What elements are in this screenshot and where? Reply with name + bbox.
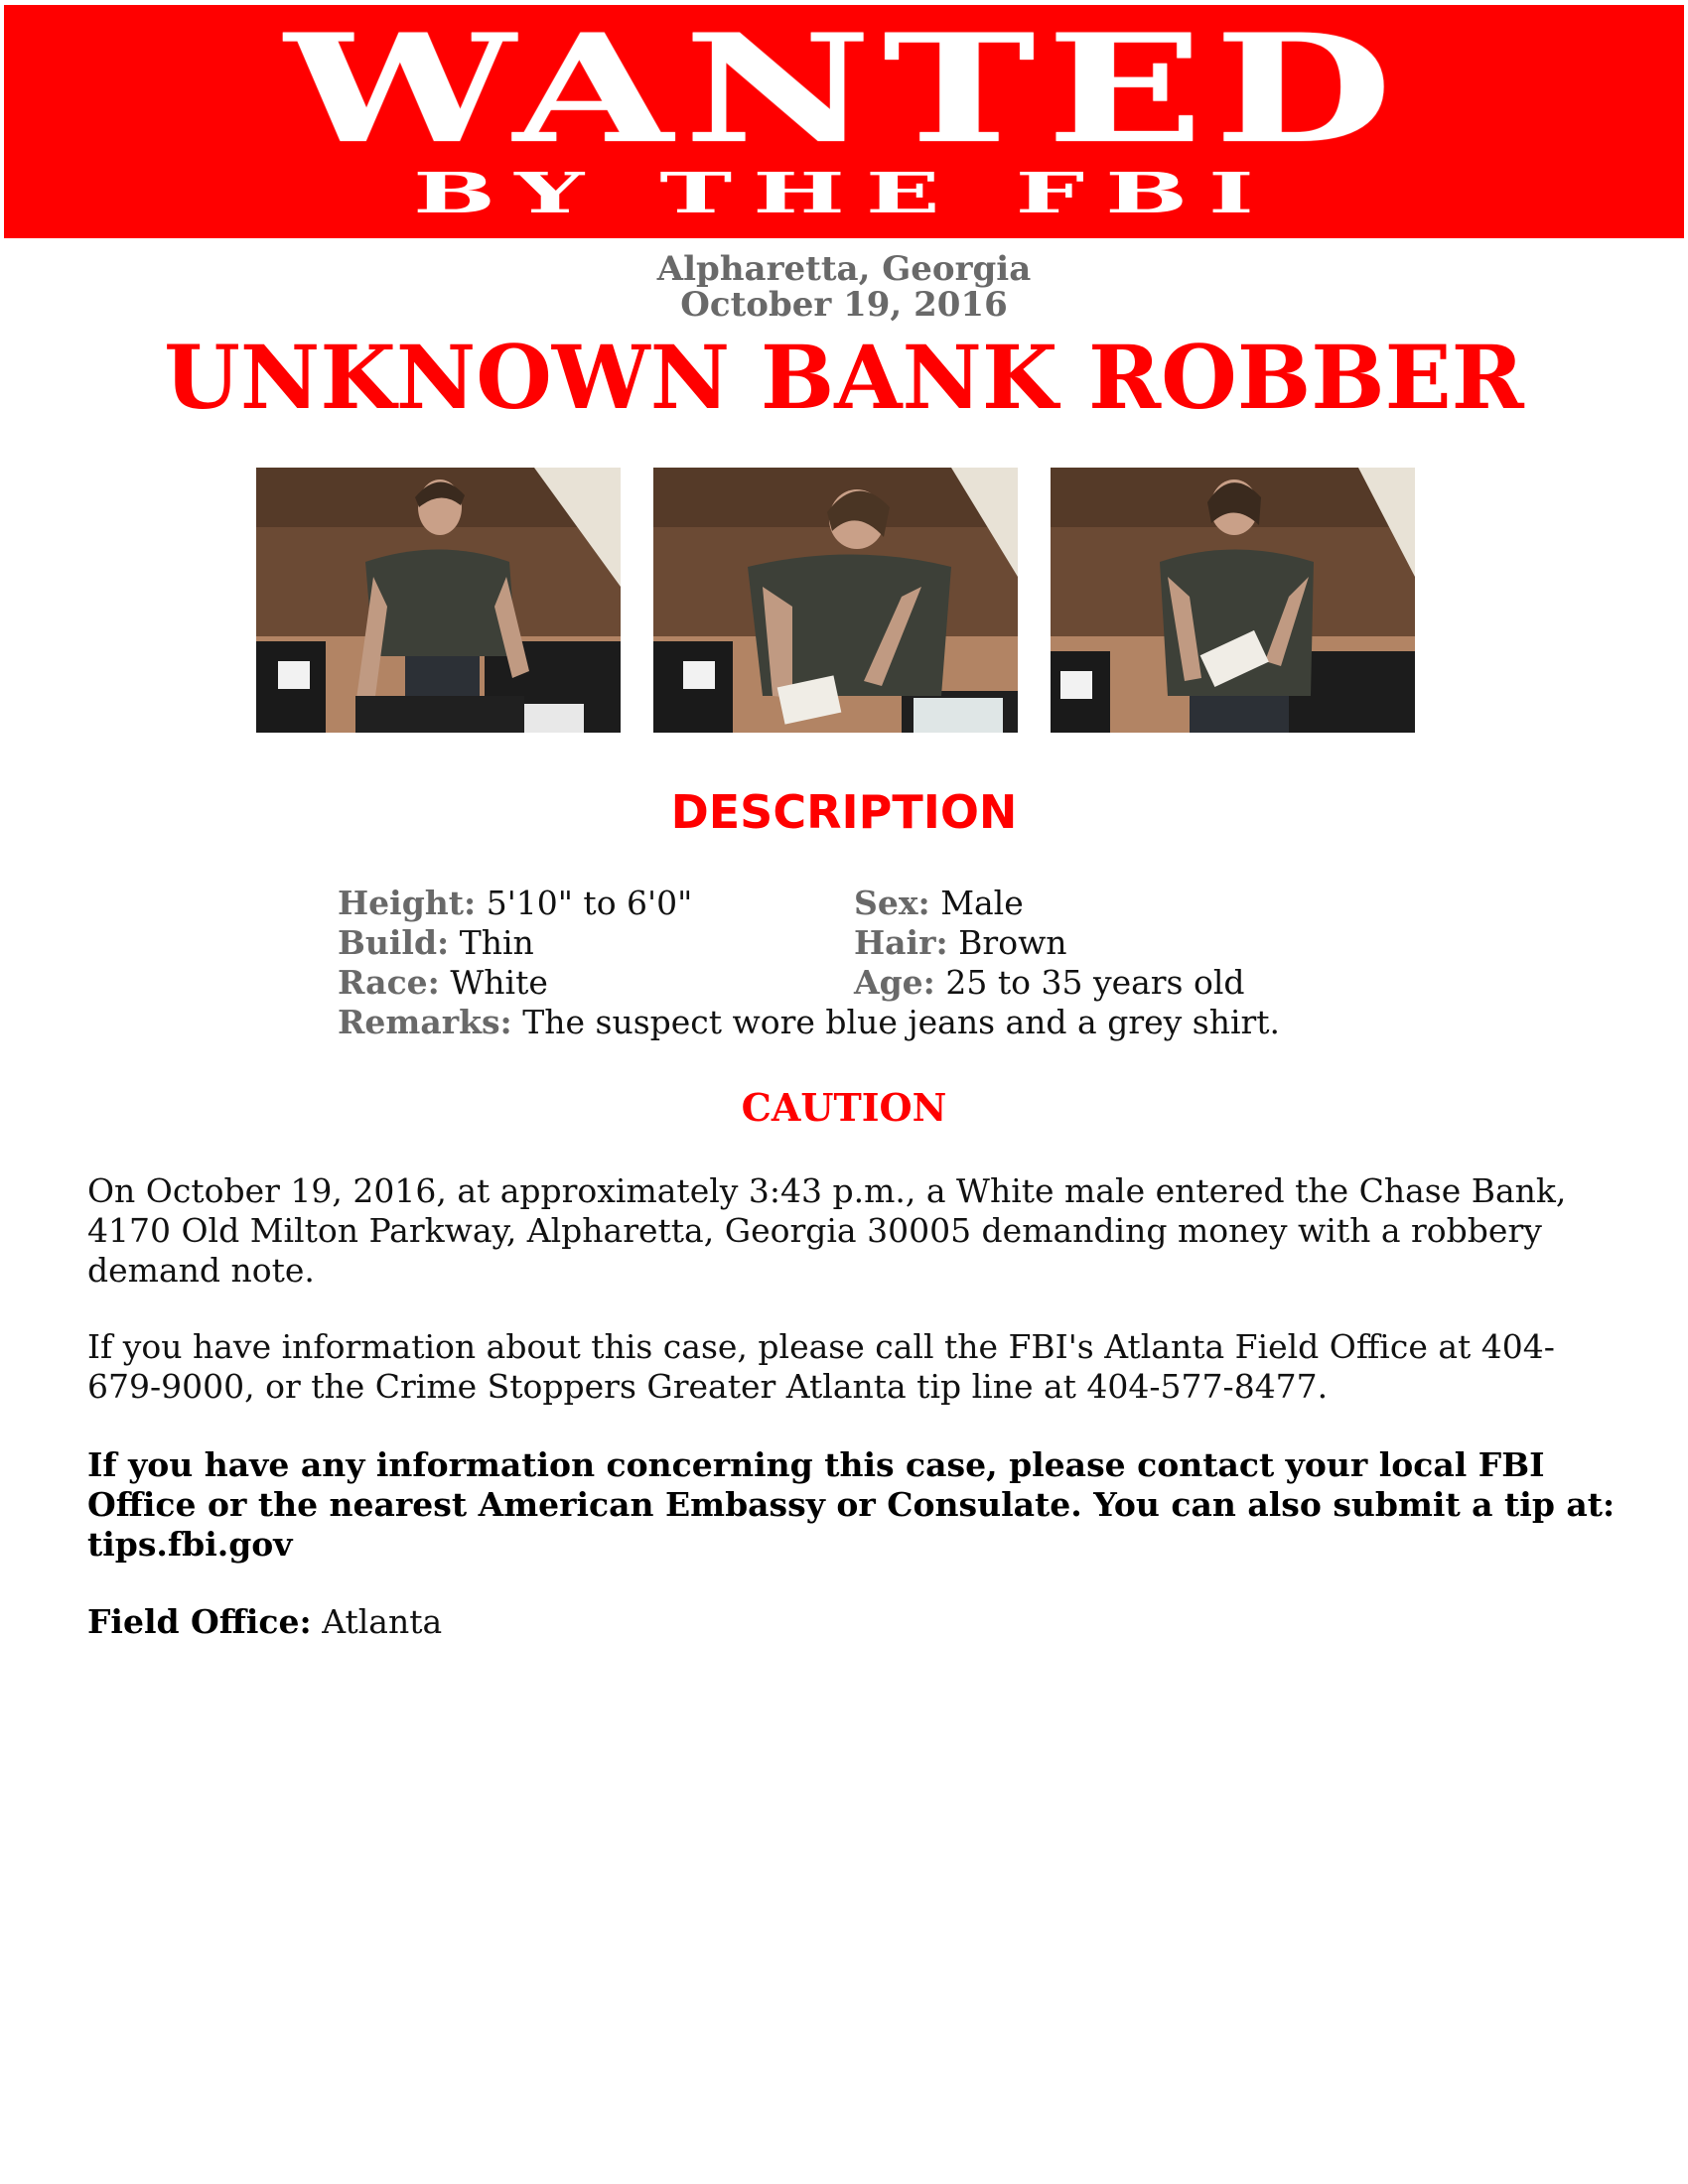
- field-office-value: Atlanta: [322, 1602, 443, 1641]
- build-value: Thin: [459, 923, 534, 962]
- hair-value: Brown: [958, 923, 1067, 962]
- age-value: 25 to 35 years old: [945, 963, 1245, 1002]
- build-label: Build:: [338, 923, 450, 962]
- remarks-label: Remarks:: [338, 1003, 512, 1041]
- age-label: Age:: [854, 963, 935, 1002]
- race-value: White: [450, 963, 548, 1002]
- field-office: [87, 1602, 442, 1642]
- caution-heading: CAUTION: [741, 1085, 947, 1130]
- age-field: [854, 963, 1245, 1003]
- banner-subtitle: BY THE FBI: [413, 161, 1275, 226]
- contact-paragraph: If you have any information concerning this case, please contact your local FBI Office or the nearest American Embassy or Consulate. You can also submit a tip at: tips.fbi.gov: [87, 1445, 1616, 1564]
- race-label: Race:: [338, 963, 440, 1002]
- race-field: [338, 963, 548, 1003]
- surveillance-photo-1: [256, 468, 621, 733]
- field-office-label: Field Office:: [87, 1602, 312, 1641]
- description-heading: DESCRIPTION: [670, 785, 1018, 839]
- case-date: October 19, 2016: [680, 285, 1008, 325]
- hair-field: [854, 923, 1067, 963]
- surveillance-photo-2: [653, 468, 1018, 733]
- subject-title: UNKNOWN BANK ROBBER: [164, 326, 1524, 429]
- caution-paragraph-1: On October 19, 2016, at approximately 3:43 p.m., a White male entered the Chase Bank, 4170 Old Milton Parkway, Alpharetta, Georgia 30005 demanding money with a robbery demand note.: [87, 1171, 1567, 1290]
- remarks-value: The suspect wore blue jeans and a grey shirt.: [522, 1003, 1281, 1041]
- surveillance-photo-3: [1051, 468, 1415, 733]
- sex-field: [854, 884, 1024, 923]
- wanted-banner: [4, 2, 1684, 238]
- build-field: [338, 923, 534, 963]
- hair-label: Hair:: [854, 923, 948, 962]
- case-location: Alpharetta, Georgia: [656, 249, 1032, 289]
- remarks-field: [338, 1003, 1280, 1042]
- height-label: Height:: [338, 884, 477, 922]
- sex-value: Male: [940, 884, 1024, 922]
- caution-paragraph-2: If you have information about this case, please call the FBI's Atlanta Field Office at 404-679-9000, or the Crime Stoppers Greater Atlanta tip line at 404-577-8477.: [87, 1327, 1555, 1406]
- height-field: [338, 884, 692, 923]
- sex-label: Sex:: [854, 884, 930, 922]
- height-value: 5'10" to 6'0": [486, 884, 693, 922]
- banner-title: WANTED: [284, 2, 1404, 177]
